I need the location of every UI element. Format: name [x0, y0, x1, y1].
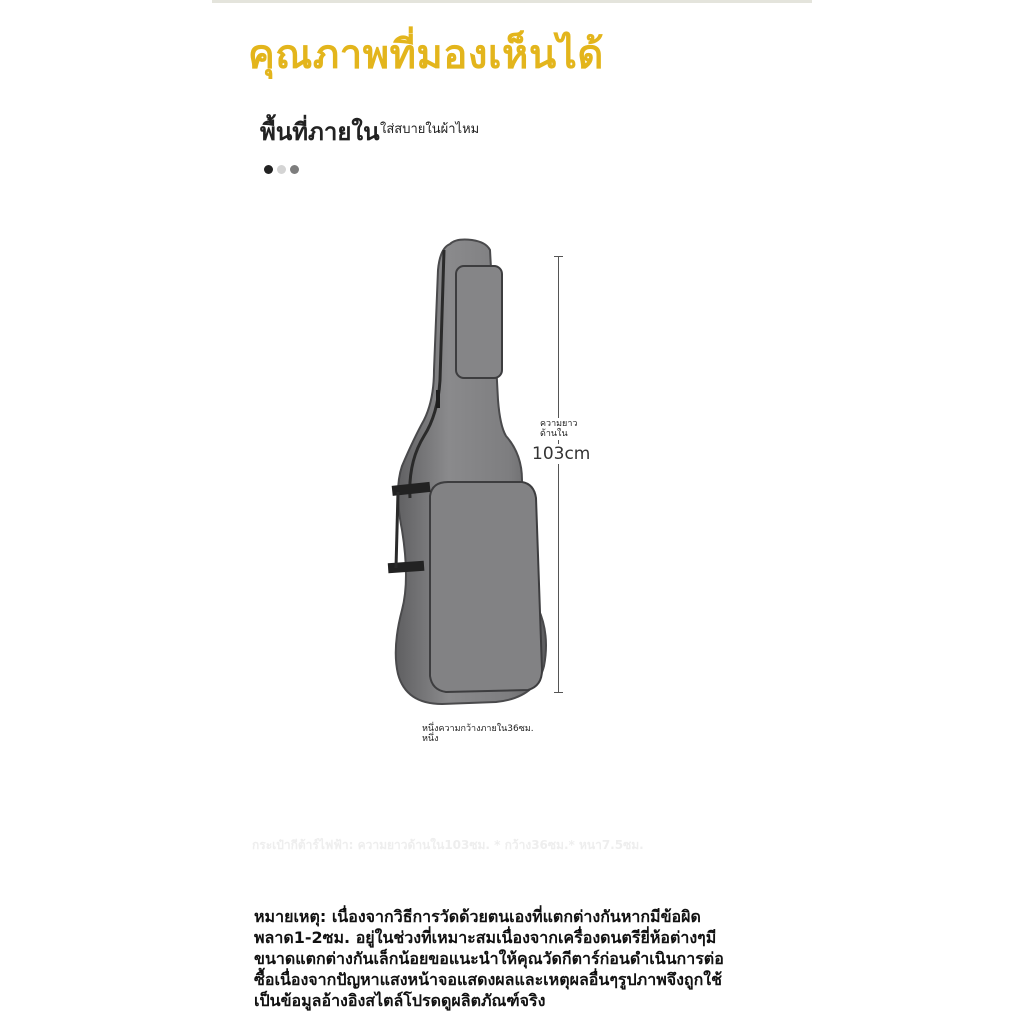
length-dimension-line — [558, 256, 559, 692]
product-detail-page — [212, 0, 812, 1024]
size-summary: กระเป๋ากีต้าร์ไฟฟ้า: ความยาวด้านใน103ซม. * กว้าง36ซม.* หนา7.5ซม. — [252, 838, 644, 852]
carousel-dot-1[interactable] — [264, 165, 273, 174]
inner-length-label: ความยาวด้านใน — [538, 418, 586, 440]
length-dimension-cap-bottom — [554, 692, 563, 693]
inner-width-label: หนึ่งความกว้างภายใน36ซม. หนึ่ง — [422, 724, 534, 744]
section-caption: ใส่สบายในผ้าไหม — [380, 122, 480, 137]
page-headline: คุณภาพที่มองเห็นได้ — [248, 32, 604, 78]
guitar-bag-icon — [372, 230, 612, 710]
disclaimer-note: หมายเหตุ: เนื่องจากวิธีการวัดด้วยตนเองที่แตกต่างกันหากมีข้อผิดพลาด1-2ซม. อยู่ในช่วงที่เหมาะสมเนื่องจากเครื่องดนตรียี่ห้อต่างๆมีขนาดแตกต่างกันเล็กน้อยขอแนะนำให้คุณวัดกีตาร์ก่อนดำเนินการต่อซื้อเนื่องจากปัญหาแสงหน้าจอแสดงผลและเหตุผลอื่นๆรูปภาพจึงถูกใช้เป็นข้อมูลอ้างอิงสไตล์โปรดดูผลิตภัณฑ์จริง — [254, 907, 724, 1010]
section-title: พื้นที่ภายใน — [260, 118, 380, 146]
carousel-dots — [264, 165, 299, 174]
carousel-dot-3[interactable] — [290, 165, 299, 174]
top-divider — [212, 0, 812, 3]
length-dimension-cap-top — [554, 256, 563, 257]
inner-length-value: 103cm — [532, 444, 591, 464]
carousel-dot-2[interactable] — [277, 165, 286, 174]
product-image — [372, 230, 612, 710]
